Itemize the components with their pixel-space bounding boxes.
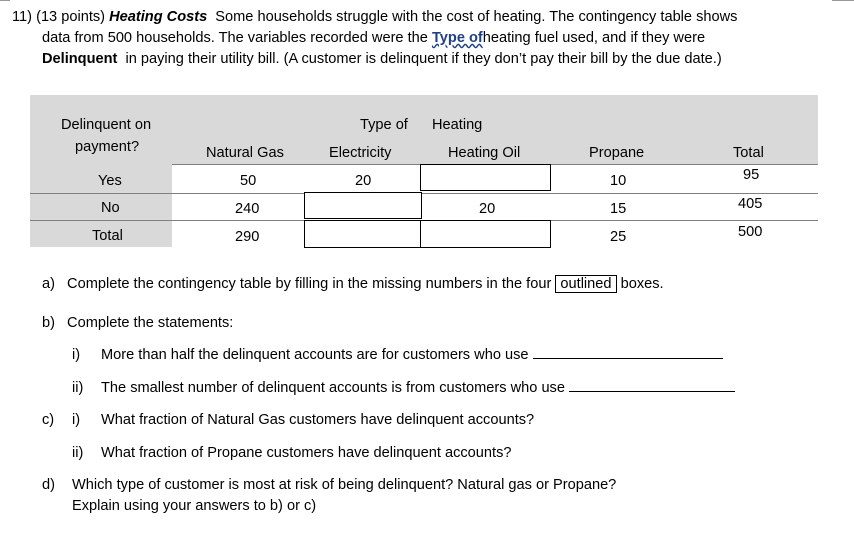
col-header-propane: Propane [589, 145, 645, 161]
cell-total-natural-gas: 290 [235, 229, 260, 245]
problem-type-word: Type of [431, 30, 483, 46]
problem-delinquent-word: Delinquent [42, 51, 118, 67]
problem-line2-b: heating fuel used, and if they were [482, 30, 706, 46]
question-c-ii-text: What fraction of Propane customers have delinquent accounts? [101, 445, 512, 461]
answer-line-b-ii[interactable] [569, 391, 735, 392]
question-c-ii [72, 445, 512, 461]
rule-after-yes [30, 193, 818, 194]
row-header-line1: Delinquent on [61, 117, 152, 133]
intro-line-3 [12, 49, 842, 70]
question-b-ii-label: ii) [72, 380, 84, 396]
question-a-text: Complete the contingency table by filling in the missing numbers in the four [67, 276, 552, 292]
intro-line-1 [12, 7, 842, 28]
cell-yes-total: 95 [743, 167, 760, 183]
cell-total-propane: 25 [610, 229, 627, 245]
problem-number: 11) [12, 9, 33, 25]
contingency-table [30, 95, 818, 247]
question-d-text2: Explain using your answers to b) or c) [72, 498, 317, 514]
cell-no-natural-gas: 240 [235, 201, 260, 217]
question-b-i [72, 347, 723, 363]
cell-yes-natural-gas: 50 [240, 173, 257, 189]
question-a-end: boxes. [620, 276, 664, 292]
cell-yes-propane: 10 [610, 173, 627, 189]
top-left-edge-line [0, 0, 10, 1]
question-c-i-label: i) [72, 412, 81, 428]
question-c-label: c) [42, 412, 55, 428]
question-c-i [42, 412, 534, 428]
blank-box-total-electricity[interactable] [304, 220, 422, 248]
question-b-ii [72, 380, 735, 396]
problem-points: (13 points) [36, 9, 106, 25]
question-b-label: b) [42, 315, 55, 331]
blank-box-yes-heating-oil[interactable] [420, 164, 551, 191]
cell-total-total: 500 [738, 224, 763, 240]
question-a [42, 276, 664, 292]
question-d-text: Which type of customer is most at risk of being delinquent? Natural gas or Propane? [72, 477, 617, 493]
cell-no-propane: 15 [610, 201, 627, 217]
group-header-heating: Heating [432, 117, 483, 133]
question-c-i-text: What fraction of Natural Gas customers have delinquent accounts? [101, 412, 535, 428]
problem-line2-a: data from 500 households. The variables recorded were the [42, 30, 428, 46]
blank-box-no-electricity[interactable] [304, 192, 422, 219]
question-a-outlined-word: outlined [555, 275, 616, 293]
problem-intro [12, 7, 842, 70]
row-label-no: No [101, 200, 120, 216]
question-b-text: Complete the statements: [67, 315, 234, 331]
top-right-edge-line [832, 0, 854, 1]
row-label-yes: Yes [98, 173, 122, 189]
question-b-i-text: More than half the delinquent accounts are for customers who use [101, 347, 529, 363]
cell-no-heating-oil: 20 [479, 201, 496, 217]
row-label-total: Total [92, 228, 123, 244]
col-header-total: Total [733, 145, 764, 161]
group-header-type-of: Type of [360, 117, 408, 133]
problem-line3-rest: in paying their utility bill. (A customer is delinquent if they don’t pay their bill by the due date.) [125, 51, 722, 67]
answer-line-b-i[interactable] [533, 358, 723, 359]
question-d-label: d) [42, 477, 55, 493]
question-b-ii-text: The smallest number of delinquent accounts is from customers who use [101, 380, 565, 396]
question-d [42, 477, 616, 493]
col-header-electricity: Electricity [329, 145, 392, 161]
problem-title: Heating Costs [109, 9, 208, 25]
cell-yes-electricity: 20 [355, 173, 372, 189]
intro-line-2 [12, 28, 842, 49]
question-a-label: a) [42, 276, 55, 292]
blank-box-total-heating-oil[interactable] [420, 220, 551, 248]
problem-line1-rest: Some households struggle with the cost of heating. The contingency table shows [215, 9, 738, 25]
cell-no-total: 405 [738, 196, 763, 212]
question-d-line2 [72, 498, 316, 514]
col-header-heating-oil: Heating Oil [448, 145, 521, 161]
question-b [42, 315, 233, 331]
col-header-natural-gas: Natural Gas [206, 145, 284, 161]
question-c-ii-label: ii) [72, 445, 84, 461]
question-b-i-label: i) [72, 347, 81, 363]
row-header-line2: payment? [75, 139, 140, 155]
